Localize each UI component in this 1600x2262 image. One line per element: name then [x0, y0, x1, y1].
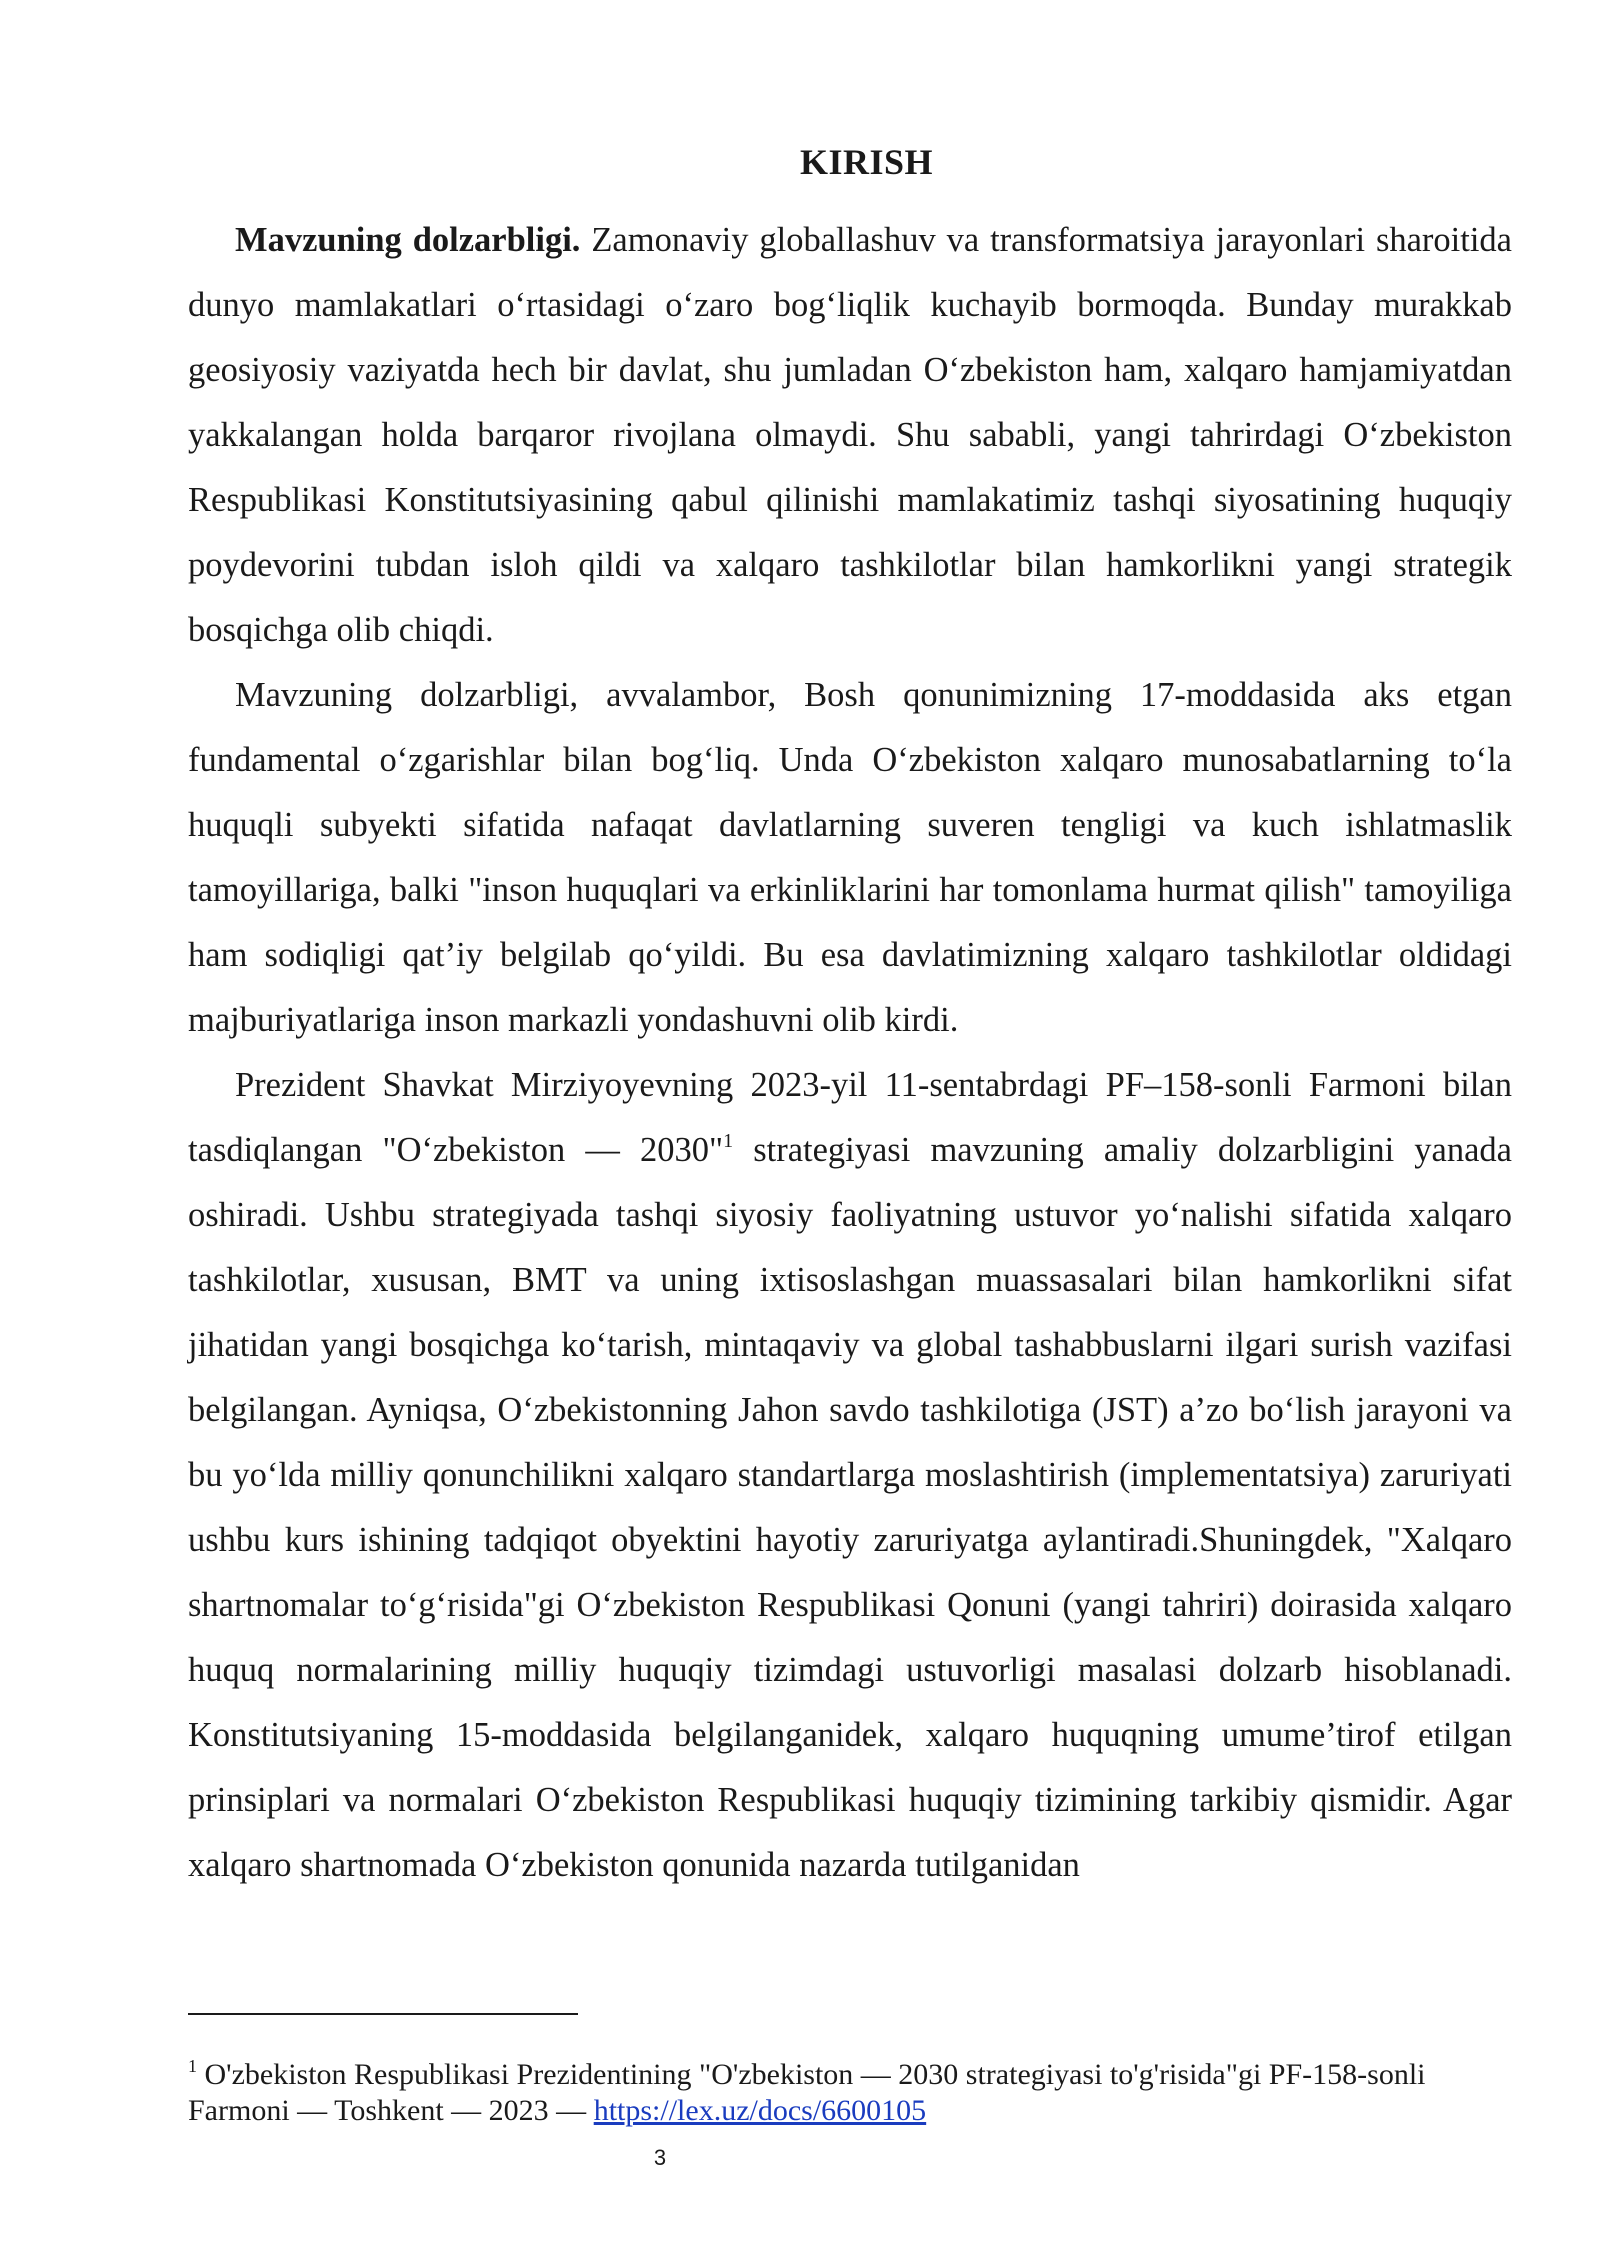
- paragraph-text: Zamonaviy globallashuv va transformatsiya jarayonlari sharoitida dunyo mamlakatlari o‘rtasidagi o‘zaro bog‘liqlik kuchayib bormoqda. Bunday murakkab geosiyosiy vaziyatda hech bir davlat, shu jumladan O‘zbekiston ham, xalqaro hamjamiyatdan yakkalangan holda barqaror rivojlana olmaydi. Shu sababli, yangi tahrirdagi O‘zbekiston Respublikasi Konstitutsiyasining qabul qilinishi mamlakatimiz tashqi siyosatining huquqiy poydevorini tubdan isloh qildi va xalqaro tashkilotlar bilan hamkorlikni yangi strategik bosqichga olib chiqdi.: [188, 221, 1512, 649]
- footnote-text: O'zbekiston Respublikasi Prezidentining "O'zbekiston — 2030 strategiyasi to'g'risida"gi PF-158-sonli Farmoni — Toshkent — 2023 —: [188, 2058, 1426, 2127]
- footnote: [188, 2057, 1512, 2129]
- footnote-separator: [188, 2013, 578, 2015]
- paragraph-text: Mavzuning dolzarbligi, avvalambor, Bosh qonunimizning 17-moddasida aks etgan fundamental o‘zgarishlar bilan bog‘liq. Unda O‘zbekiston xalqaro munosabatlarning to‘la huquqli subyekti sifatida nafaqat davlatlarning suveren tengligi va kuch ishlatmaslik tamoyillariga, balki "inson huquqlari va erkinliklarini har tomonlama hurmat qilish" tamoyiliga ham sodiqligi qat’iy belgilab qo‘yildi. Bu esa davlatimizning xalqaro tashkilotlar oldidagi majburiyatlariga inson markazli yondashuvni olib kirdi.: [188, 676, 1512, 1039]
- footnote-reference[interactable]: 1: [723, 1130, 734, 1152]
- body-text: [188, 208, 1512, 1898]
- paragraph-text-after-ref: strategiyasi mavzuning amaliy dolzarbligini yanada oshiradi. Ushbu strategiyada tashqi siyosiy faoliyatning ustuvor yo‘nalishi sifatida xalqaro tashkilotlar, xususan, BMT va uning ixtisoslashgan muassasalari bilan hamkorlikni sifat jihatidan yangi bosqichga ko‘tarish, mintaqaviy va global tashabbuslarni ilgari surish vazifasi belgilangan. Ayniqsa, O‘zbekistonning Jahon savdo tashkilotiga (JST) a’zo bo‘lish jarayoni va bu yo‘lda milliy qonunchilikni xalqaro standartlarga moslashtirish (implementatsiya) zaruriyati ushbu kurs ishining tadqiqot obyektini hayotiy zaruriyatga aylantiradi.Shuningdek, "Xalqaro shartnomalar to‘g‘risida"gi O‘zbekiston Respublikasi Qonuni (yangi tahriri) doirasida xalqaro huquq normalarining milliy huquqiy tizimdagi ustuvorligi masalasi dolzarb hisoblanadi. Konstitutsiyaning 15-moddasida belgilanganidek, xalqaro huquqning umume’tirof etilgan prinsiplari va normalari O‘zbekiston Respublikasi huquqiy tizimining tarkibiy qismidir. Agar xalqaro shartnomada O‘zbekiston qonunida nazarda tutilganidan: [188, 1131, 1512, 1884]
- paragraph-strategy: [188, 1053, 1512, 1898]
- heading-text: KIRISH: [799, 142, 934, 182]
- page-number: 3: [653, 2145, 667, 2170]
- paragraph-relevance: [188, 208, 1512, 663]
- paragraph-constitution: [188, 663, 1512, 1053]
- paragraph-lead: Mavzuning dolzarbligi.: [235, 221, 581, 259]
- footnote-marker: 1: [188, 2056, 197, 2076]
- footnote-link[interactable]: https://lex.uz/docs/6600105: [593, 2094, 927, 2127]
- paragraph-text-before-ref: Prezident Shavkat Mirziyoyevning 2023-yil 11-sentabrdagi PF–158-sonli Farmoni bilan tasdiqlangan "O‘zbekiston — 2030": [188, 1066, 1512, 1169]
- section-heading: [0, 140, 1600, 184]
